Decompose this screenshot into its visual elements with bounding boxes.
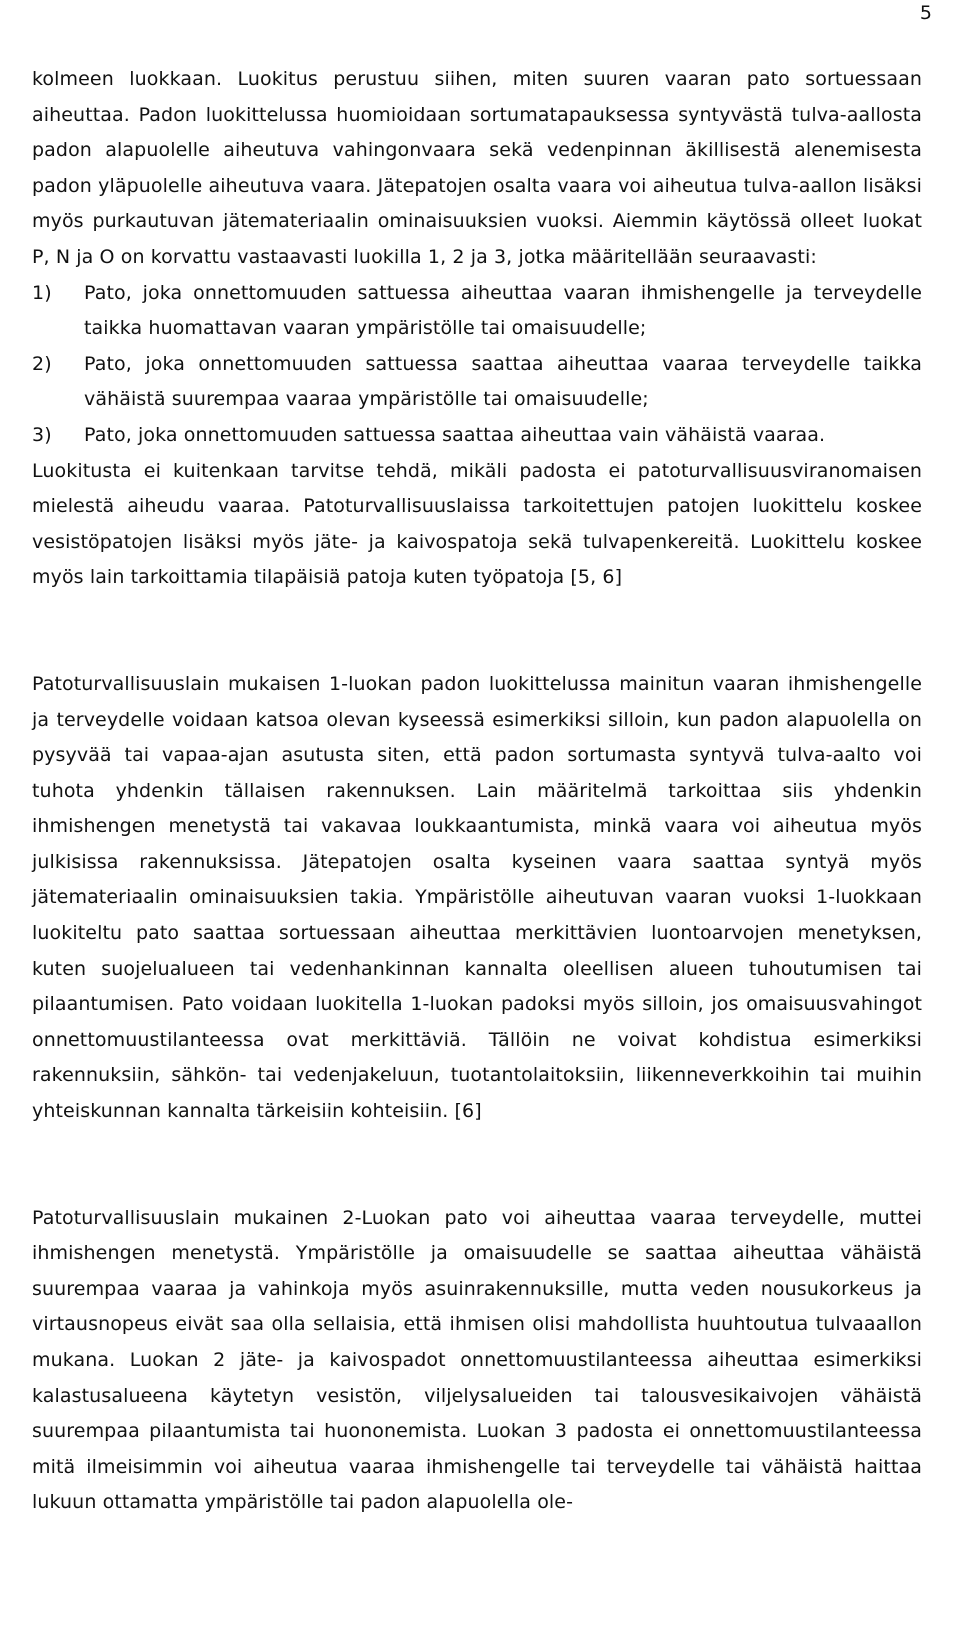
- list-item-number: 3): [32, 423, 52, 446]
- paragraph-spacer: [32, 1130, 922, 1201]
- class-definition-list: [32, 276, 922, 454]
- paragraph-spacer: [32, 596, 922, 667]
- page-number: 5: [919, 2, 932, 24]
- list-item-number: 1): [32, 281, 52, 304]
- document-body: [32, 62, 922, 1521]
- paragraph-class-1: Patoturvallisuuslain mukaisen 1-luokan padon luokittelussa mainitun vaaran ihmishengelle ja terveydelle voidaan katsoa olevan kyseessä esimerkiksi silloin, kun padon alapuolella on pysyvää tai vapaa-ajan asutusta siten, että padon sortumasta syntyvä tulva-aalto voi tuhota yhdenkin tällaisen rakennuksen. Lain määritelmä tarkoittaa siis yhdenkin ihmishengen menetystä tai vakavaa loukkaantumista, minkä vaara voi aiheutua myös julkisissa rakennuksissa. Jätepatojen osalta kyseinen vaara saattaa syntyä myös jätemateriaalin ominaisuuksien takia. Ympäristölle aiheutuvan vaaran vuoksi 1-luokkaan luokiteltu pato saattaa sortuessaan aiheuttaa merkittävien luontoarvojen menetyksen, kuten suojelualueen tai vedenhankinnan kannalta oleellisen alueen tuhoutumisen tai pilaantumisen. Pato voidaan luokitella 1-luokan padoksi myös silloin, jos omaisuusvahingot onnettomuustilanteessa ovat merkittäviä. Tällöin ne voivat kohdistua esimerkiksi rakennuksiin, sähkön- tai vedenjakeluun, tuotantolaitoksiin, liikenneverkkoihin tai muihin yhteiskunnan kannalta tärkeisiin kohteisiin. [6]: [32, 672, 922, 1123]
- list-item: [32, 418, 922, 454]
- paragraph-after-list: Luokitusta ei kuitenkaan tarvitse tehdä, mikäli padosta ei patoturvallisuusviranomaisen mielestä aiheudu vaaraa. Patoturvallisuuslaissa tarkoitettujen patojen luokittelu koskee vesistöpatojen lisäksi myös jäte- ja kaivospatoja sekä tulvapenkereitä. Luokittelu koskee myös lain tarkoittamia tilapäisiä patoja kuten työpatoja [5, 6]: [32, 459, 922, 589]
- list-item-text: Pato, joka onnettomuuden sattuessa saattaa aiheuttaa vain vähäistä vaaraa.: [84, 423, 826, 446]
- list-item: [32, 347, 922, 418]
- list-item-text: Pato, joka onnettomuuden sattuessa saattaa aiheuttaa vaaraa terveydelle taikka vähäistä suurempaa vaaraa ympäristölle tai omaisuudelle;: [84, 352, 922, 411]
- paragraph-intro: kolmeen luokkaan. Luokitus perustuu siihen, miten suuren vaaran pato sortuessaan aiheuttaa. Padon luokittelussa huomioidaan sortumatapauksessa syntyvästä tulva-aallosta padon alapuolelle aiheutuva vahingonvaara sekä vedenpinnan äkillisestä alenemisesta padon yläpuolelle aiheutuva vaara. Jätepatojen osalta vaara voi aiheutua tulva-aallon lisäksi myös purkautuvan jätemateriaalin ominaisuuksien vuoksi. Aiemmin käytössä olleet luokat P, N ja O on korvattu vastaavasti luokilla 1, 2 ja 3, jotka määritellään seuraavasti:: [32, 68, 922, 268]
- list-item-text: Pato, joka onnettomuuden sattuessa aiheuttaa vaaran ihmishengelle ja terveydelle taikka huomattavan vaaran ympäristölle tai omaisuudelle;: [84, 281, 922, 340]
- paragraph-class-2: Patoturvallisuuslain mukainen 2-Luokan pato voi aiheuttaa vaaraa terveydelle, muttei ihmishengen menetystä. Ympäristölle ja omaisuudelle se saattaa aiheuttaa vähäistä suurempaa vaaraa ja vahinkoja myös asuinrakennuksille, mutta veden nousukorkeus ja virtausnopeus eivät saa olla sellaisia, että ihmisen olisi mahdollista huuhtoutua tulvaaallon mukana. Luokan 2 jäte- ja kaivospadot onnettomuustilanteessa aiheuttaa esimerkiksi kalastusalueena käytetyn vesistön, viljelysalueiden tai talousvesikaivojen vähäistä suurempaa pilaantumista tai huononemista. Luokan 3 padosta ei onnettomuustilanteessa mitä ilmeisimmin voi aiheutua vaaraa ihmishengelle tai terveydelle tai vähäistä haittaa lukuun ottamatta ympäristölle tai padon alapuolella ole-: [32, 1206, 922, 1514]
- list-item: [32, 276, 922, 347]
- list-item-number: 2): [32, 352, 52, 375]
